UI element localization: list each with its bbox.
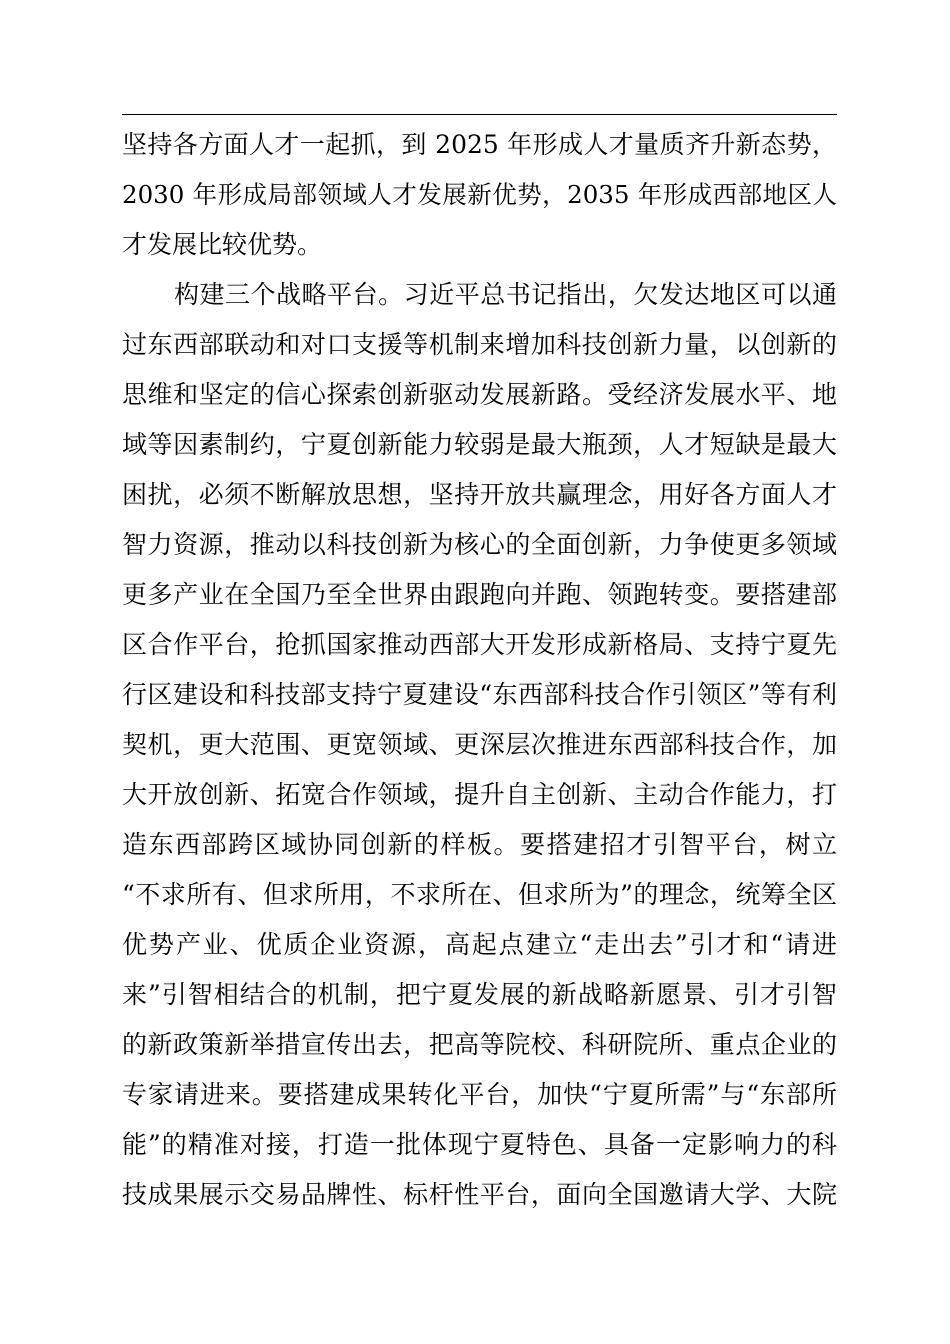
text-line: “不求所有、但求所用，不求所在、但求所为”的理念，统筹全区 [122,880,837,909]
text-line: 能”的精准对接，打造一批体现宁夏特色、具备一定影响力的科 [122,1130,837,1159]
text-line: 的新政策新举措宣传出去，把高等院校、科研院所、重点企业的 [122,1030,837,1059]
text-line: 大开放创新、拓宽合作领域，提升自主创新、主动合作能力，打 [122,780,837,809]
text-line: 行区建设和科技部支持宁夏建设“东西部科技合作引领区”等有利 [122,680,837,709]
text-line: 优势产业、优质企业资源，高起点建立“走出去”引才和“请进 [122,930,837,959]
text-line: 契机，更大范围、更宽领域、更深层次推进东西部科技合作，加 [122,730,837,759]
text-line: 区合作平台，抢抓国家推动西部大开发形成新格局、支持宁夏先 [122,630,837,659]
text-line: 才发展比较优势。 [122,230,323,259]
text-line: 专家请进来。要搭建成果转化平台，加快“宁夏所需”与“东部所 [122,1080,837,1109]
text-line: 域等因素制约，宁夏创新能力较弱是最大瓶颈，人才短缺是最大 [122,430,837,459]
text-line: 困扰，必须不断解放思想，坚持开放共赢理念，用好各方面人才 [122,480,837,509]
text-line: 更多产业在全国乃至全世界由跟跑向并跑、领跑转变。要搭建部 [122,580,837,609]
header-rule [122,114,837,115]
text-line: 过东西部联动和对口支援等机制来增加科技创新力量，以创新的 [122,330,837,359]
paragraph-first-line: 构建三个战略平台。习近平总书记指出，欠发达地区可以通 [174,280,837,309]
text-line: 思维和坚定的信心探索创新驱动发展新路。受经济发展水平、地 [122,380,837,409]
text-line: 坚持各方面人才一起抓，到 2025 年形成人才量质齐升新态势， [122,130,837,159]
text-line: 2030 年形成局部领域人才发展新优势，2035 年形成西部地区人 [122,180,837,209]
text-line: 技成果展示交易品牌性、标杆性平台，面向全国邀请大学、大院 [122,1180,837,1209]
text-line: 造东西部跨区域协同创新的样板。要搭建招才引智平台，树立 [122,830,837,859]
text-line: 智力资源，推动以科技创新为核心的全面创新，力争使更多领域 [122,530,837,559]
text-line: 来”引智相结合的机制，把宁夏发展的新战略新愿景、引才引智 [122,980,837,1009]
